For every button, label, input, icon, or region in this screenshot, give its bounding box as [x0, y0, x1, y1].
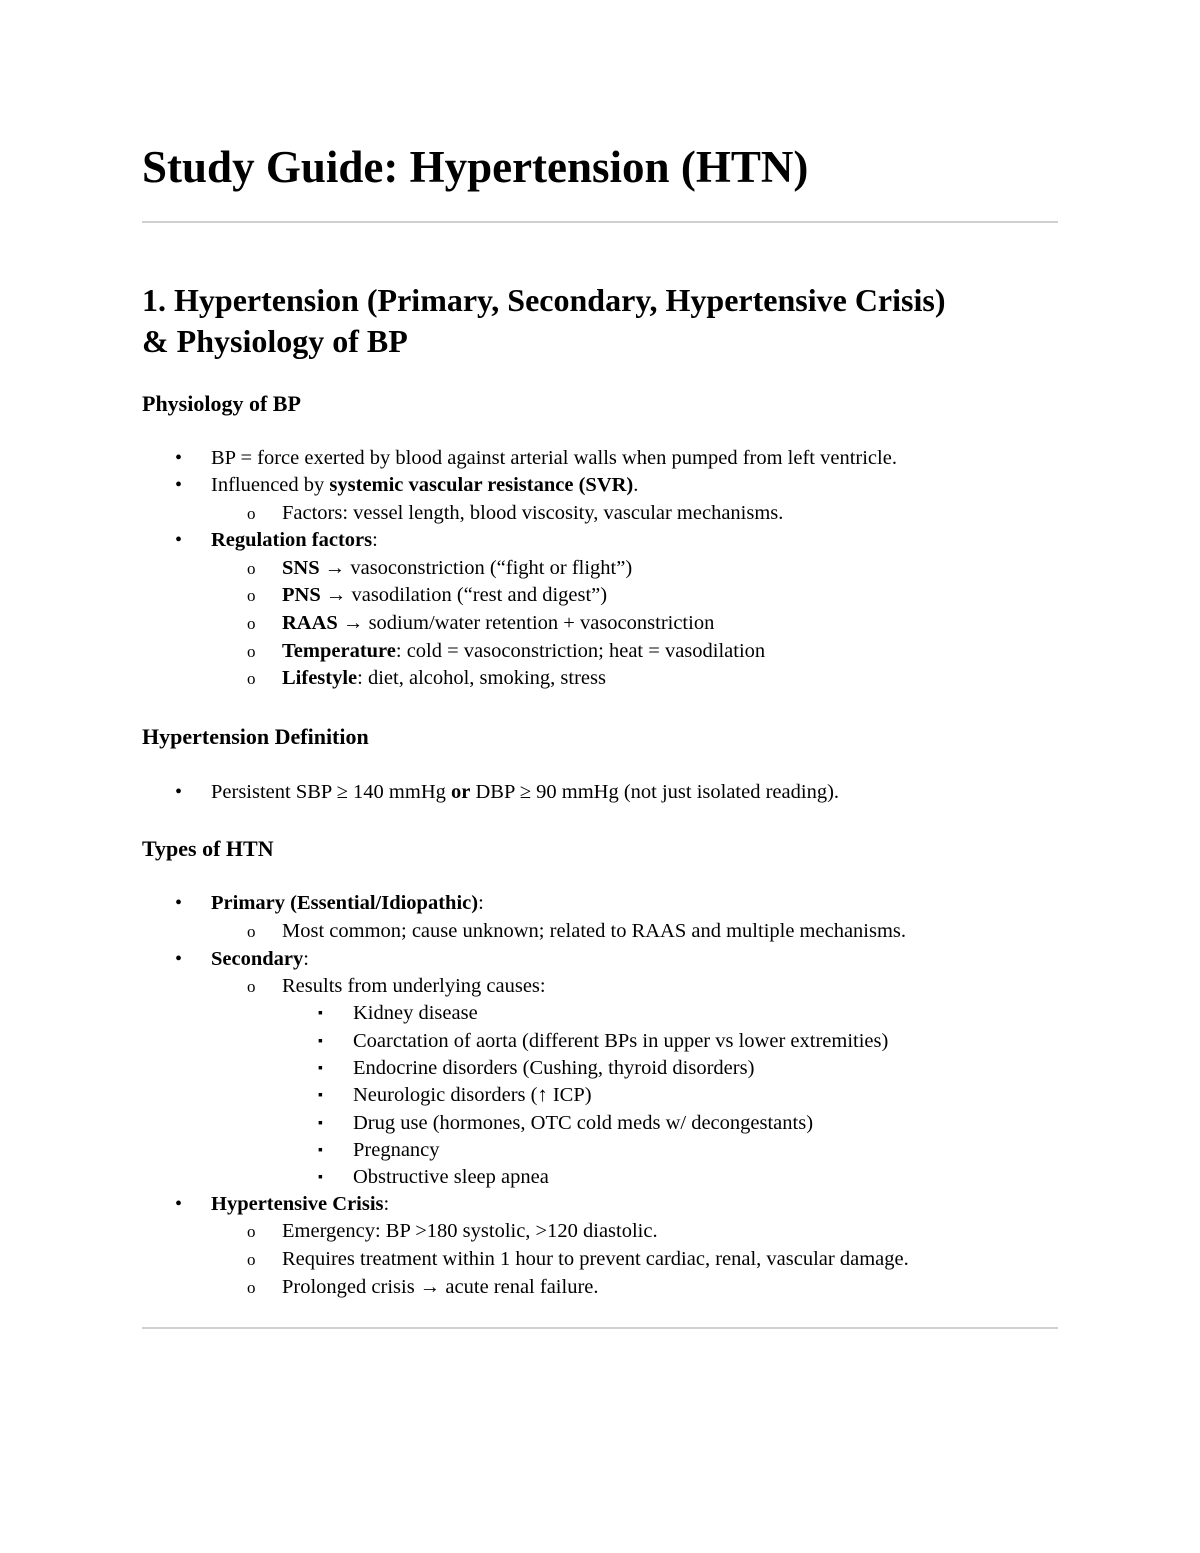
- list-item: RAAS → sodium/water retention + vasoconstriction: [282, 612, 715, 634]
- bullet-icon: •: [175, 892, 183, 914]
- circle-bullet-icon: o: [247, 504, 256, 523]
- list-item: Pregnancy: [353, 1139, 440, 1161]
- list-item: Influenced by systemic vascular resistance (SVR).: [211, 474, 639, 496]
- list-item: Kidney disease: [353, 1002, 478, 1024]
- list-item: Lifestyle: diet, alcohol, smoking, stress: [282, 667, 606, 689]
- horizontal-divider: [142, 1327, 1058, 1329]
- types-heading: Types of HTN: [142, 836, 274, 861]
- list-item: Obstructive sleep apnea: [353, 1166, 549, 1188]
- square-bullet-icon: ▪: [318, 1034, 323, 1049]
- list-item: Temperature: cold = vasoconstriction; heat = vasodilation: [282, 640, 766, 662]
- list-item: Most common; cause unknown; related to RAAS and multiple mechanisms.: [282, 920, 907, 942]
- list-item: Neurologic disorders (↑ ICP): [353, 1084, 592, 1106]
- physiology-heading: Physiology of BP: [142, 391, 301, 416]
- circle-bullet-icon: o: [247, 1250, 256, 1269]
- list-item: Secondary:: [211, 948, 309, 970]
- bullet-icon: •: [175, 447, 183, 469]
- square-bullet-icon: ▪: [318, 1006, 323, 1021]
- list-item: Coarctation of aorta (different BPs in upper vs lower extremities): [353, 1030, 889, 1052]
- circle-bullet-icon: o: [247, 669, 256, 688]
- list-item: Regulation factors:: [211, 529, 378, 551]
- list-item: Prolonged crisis → acute renal failure.: [282, 1276, 599, 1298]
- circle-bullet-icon: o: [247, 922, 256, 941]
- bullet-icon: •: [175, 948, 183, 970]
- square-bullet-icon: ▪: [318, 1061, 323, 1076]
- list-item: SNS → vasoconstriction (“fight or flight”): [282, 557, 633, 579]
- horizontal-divider: [142, 221, 1058, 223]
- bullet-icon: •: [175, 781, 183, 803]
- list-item: Primary (Essential/Idiopathic):: [211, 892, 484, 914]
- circle-bullet-icon: o: [247, 1278, 256, 1297]
- list-item: PNS → vasodilation (“rest and digest”): [282, 584, 608, 606]
- section-title-line-1: 1. Hypertension (Primary, Secondary, Hypertensive Crisis): [142, 282, 946, 318]
- list-item: Hypertensive Crisis:: [211, 1193, 390, 1215]
- circle-bullet-icon: o: [247, 614, 256, 633]
- square-bullet-icon: ▪: [318, 1170, 323, 1185]
- square-bullet-icon: ▪: [318, 1088, 323, 1103]
- list-item: Results from underlying causes:: [282, 975, 546, 997]
- circle-bullet-icon: o: [247, 977, 256, 996]
- definition-heading: Hypertension Definition: [142, 724, 369, 749]
- list-item: Drug use (hormones, OTC cold meds w/ decongestants): [353, 1112, 814, 1134]
- list-item: Persistent SBP ≥ 140 mmHg or DBP ≥ 90 mmHg (not just isolated reading).: [211, 781, 840, 803]
- section-title: [142, 280, 1058, 362]
- square-bullet-icon: ▪: [318, 1143, 323, 1158]
- circle-bullet-icon: o: [247, 586, 256, 605]
- section-title-line-2: & Physiology of BP: [142, 323, 408, 359]
- list-item: Requires treatment within 1 hour to prevent cardiac, renal, vascular damage.: [282, 1248, 909, 1270]
- circle-bullet-icon: o: [247, 559, 256, 578]
- bullet-icon: •: [175, 1193, 183, 1215]
- circle-bullet-icon: o: [247, 1222, 256, 1241]
- list-item: BP = force exerted by blood against arterial walls when pumped from left ventricle.: [211, 447, 897, 469]
- square-bullet-icon: ▪: [318, 1116, 323, 1131]
- page-title: Study Guide: Hypertension (HTN): [142, 142, 809, 192]
- list-item: Factors: vessel length, blood viscosity, vascular mechanisms.: [282, 502, 784, 524]
- list-item: Endocrine disorders (Cushing, thyroid disorders): [353, 1057, 755, 1079]
- bullet-icon: •: [175, 529, 183, 551]
- bullet-icon: •: [175, 474, 183, 496]
- list-item: Emergency: BP >180 systolic, >120 diastolic.: [282, 1220, 658, 1242]
- circle-bullet-icon: o: [247, 642, 256, 661]
